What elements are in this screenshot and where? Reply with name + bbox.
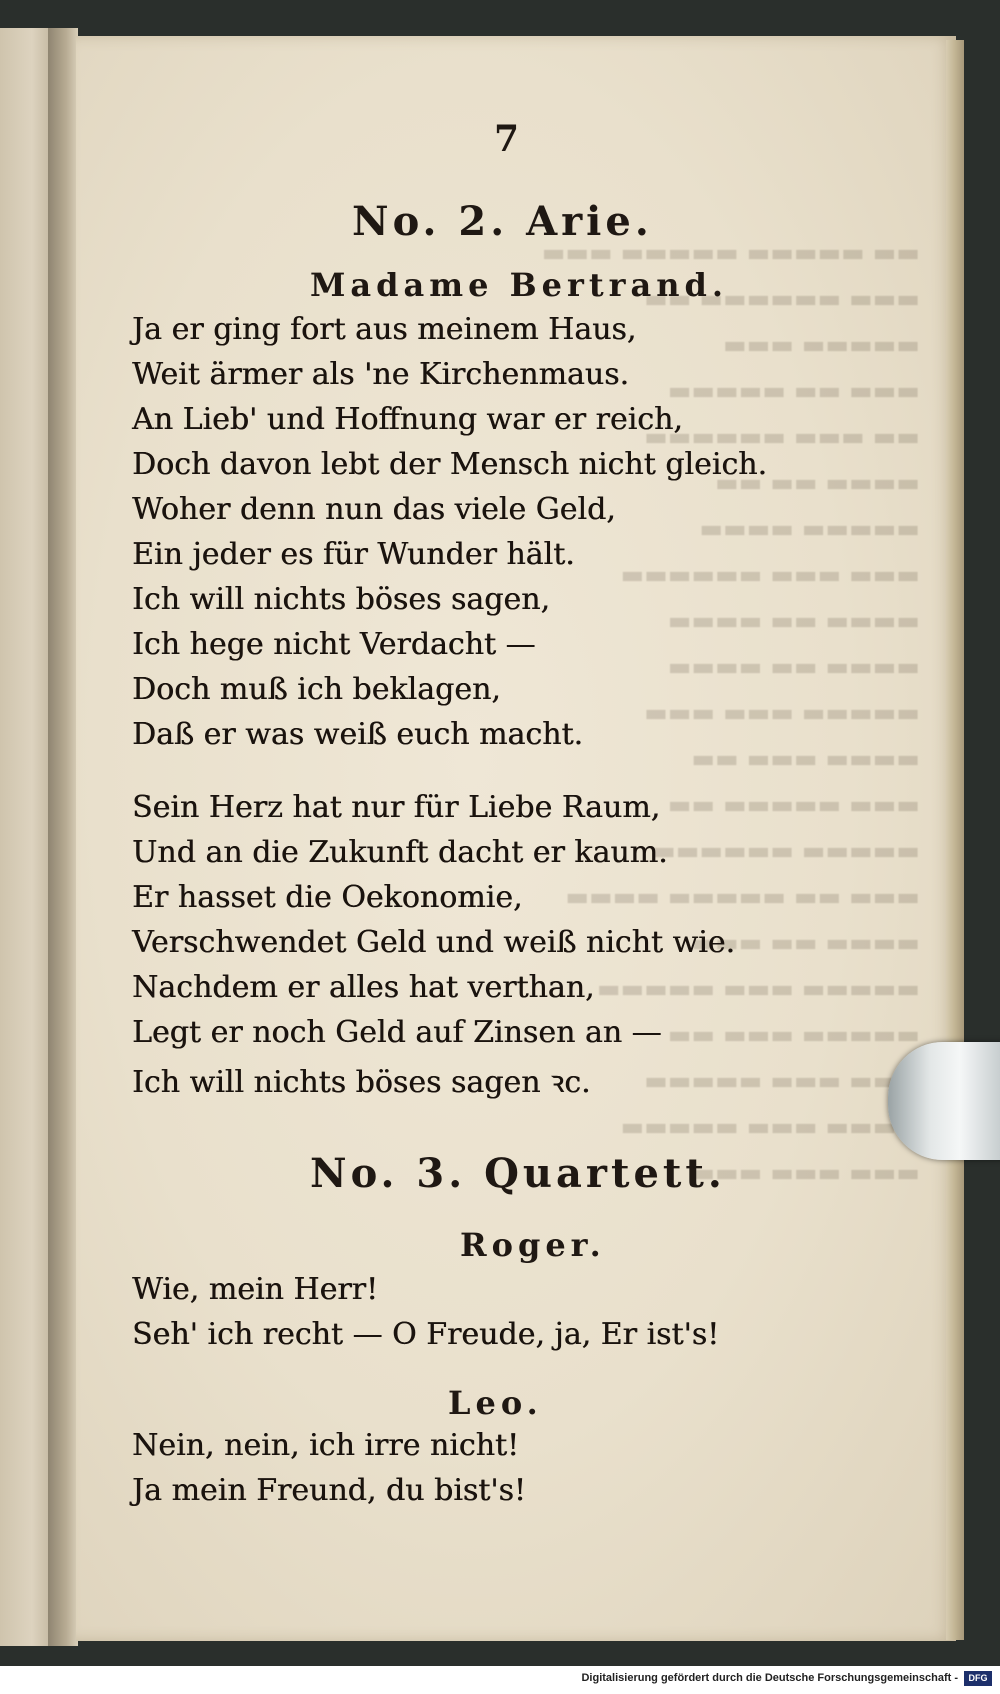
verse-line: Ich will nichts böses sagen ꝛc. <box>132 1065 591 1100</box>
page-stack-edge <box>946 40 964 1640</box>
page-number: 7 <box>494 118 520 160</box>
verse-line: Seh' ich recht — O Freude, ja, Er ist's! <box>132 1317 720 1352</box>
speaker-roger: Roger. <box>460 1226 606 1264</box>
dfg-logo: DFG <box>964 1671 992 1686</box>
page-clip <box>888 1042 1000 1160</box>
verse-line: Sein Herz hat nur für Liebe Raum, <box>132 790 661 825</box>
funding-credit: Digitalisierung gefördert durch die Deutsche Forschungsgemeinschaft - <box>581 1672 958 1684</box>
speaker-madame-bertrand: Madame Bertrand. <box>310 266 729 304</box>
verse-line: Doch muß ich beklagen, <box>132 672 501 707</box>
verse-line: Ja mein Freund, du bist's! <box>132 1473 526 1508</box>
verse-line: Nein, nein, ich irre nicht! <box>132 1428 520 1463</box>
section-heading-arie: No. 2. Arie. <box>352 198 653 245</box>
section-heading-quartett: No. 3. Quartett. <box>310 1150 726 1197</box>
verse-line: Ein jeder es für Wunder hält. <box>132 537 575 572</box>
verse-line: Ja er ging fort aus meinem Haus, <box>132 312 637 347</box>
footer-bar <box>0 1666 1000 1694</box>
verse-line: Weit ärmer als 'ne Kirchenmaus. <box>132 357 630 392</box>
speaker-leo: Leo. <box>448 1384 543 1422</box>
verse-line: Verschwendet Geld und weiß nicht wie. <box>132 925 736 960</box>
book-gutter <box>48 28 78 1646</box>
verse-line: Woher denn nun das viele Geld, <box>132 492 616 527</box>
verse-line: Nachdem er alles hat verthan, <box>132 970 595 1005</box>
verse-line: Ich hege nicht Verdacht — <box>132 627 536 662</box>
verse-line: Daß er was weiß euch macht. <box>132 717 584 752</box>
verse-line: Legt er noch Geld auf Zinsen an — <box>132 1015 662 1050</box>
verse-line: Wie, mein Herr! <box>132 1272 379 1307</box>
verse-line: Ich will nichts böses sagen, <box>132 582 550 617</box>
verse-line: Er hasset die Oekonomie, <box>132 880 523 915</box>
verse-line: Doch davon lebt der Mensch nicht gleich. <box>132 447 767 482</box>
verse-line: An Lieb' und Hoffnung war er reich, <box>132 402 683 437</box>
verse-line: Und an die Zukunft dacht er kaum. <box>132 835 668 870</box>
